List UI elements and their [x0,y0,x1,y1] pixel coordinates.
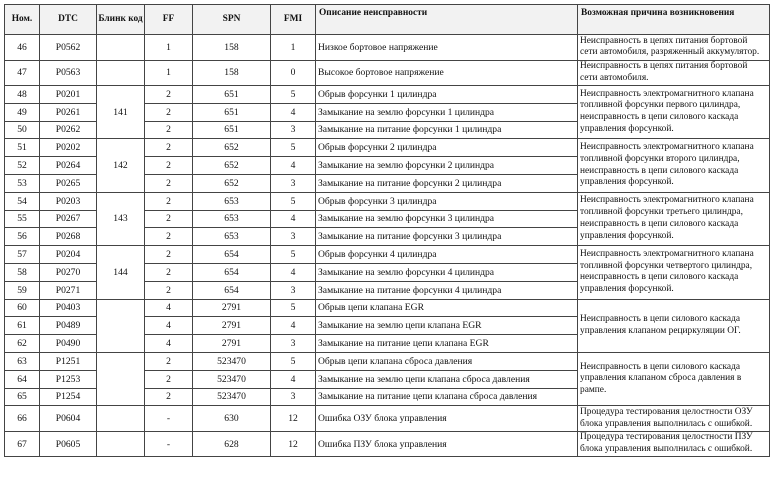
cell-num: 48 [5,86,40,104]
table-row [5,60,770,86]
cell-blink: 144 [97,246,145,299]
cell-fmi: 4 [271,317,316,335]
cell-num: 62 [5,335,40,353]
cell-spn: 158 [193,60,271,86]
cell-spn: 523470 [193,370,271,388]
cell-description: Обрыв форсунки 1 цилиндра [316,86,578,104]
cell-description: Замыкание на землю форсунки 2 цилиндра [316,157,578,175]
cell-spn: 651 [193,103,271,121]
cell-ff: 4 [145,335,193,353]
cell-num: 53 [5,174,40,192]
table-row [5,352,770,370]
cell-description: Ошибка ПЗУ блока управления [316,431,578,457]
cell-dtc: P0262 [40,121,97,139]
cell-fmi: 3 [271,228,316,246]
cell-spn: 158 [193,35,271,61]
cell-description: Ошибка ОЗУ блока управления [316,406,578,432]
cell-fmi: 5 [271,139,316,157]
cell-ff: 2 [145,388,193,406]
cell-blink [97,431,145,457]
cell-spn: 653 [193,192,271,210]
cell-cause: Неисправность в цепи силового каскада управления клапаном рециркуляции ОГ. [578,299,770,352]
cell-blink [97,35,145,61]
cell-num: 59 [5,281,40,299]
cell-num: 52 [5,157,40,175]
cell-dtc: P0489 [40,317,97,335]
cell-description: Замыкание на землю форсунки 1 цилиндра [316,103,578,121]
cell-spn: 2791 [193,299,271,317]
cell-fmi: 4 [271,370,316,388]
cell-ff: 4 [145,317,193,335]
cell-ff: 2 [145,246,193,264]
fault-code-table [4,4,770,457]
header-fmi: FMI [271,5,316,35]
header-dtc: DTC [40,5,97,35]
cell-spn: 652 [193,139,271,157]
cell-spn: 523470 [193,352,271,370]
cell-blink [97,406,145,432]
cell-fmi: 3 [271,388,316,406]
cell-fmi: 1 [271,35,316,61]
cell-fmi: 5 [271,246,316,264]
cell-num: 66 [5,406,40,432]
cell-spn: 653 [193,210,271,228]
cell-ff: 2 [145,121,193,139]
cell-num: 56 [5,228,40,246]
cell-blink: 141 [97,86,145,139]
cell-ff: - [145,431,193,457]
cell-description: Замыкание на землю цепи клапана EGR [316,317,578,335]
cell-cause: Неисправность электромагнитного клапана топливной форсунки первого цилиндра, неисправность в цепи силового каскада управления форсункой. [578,86,770,139]
cell-description: Замыкание на землю форсунки 3 цилиндра [316,210,578,228]
cell-dtc: P0605 [40,431,97,457]
header-num: Ном. [5,5,40,35]
cell-cause: Неисправность электромагнитного клапана топливной форсунки четвертого цилиндра, неисправность в цепи силового каскада управления форсункой. [578,246,770,299]
cell-ff: 2 [145,192,193,210]
cell-description: Замыкание на питание форсунки 4 цилиндра [316,281,578,299]
cell-dtc: P0203 [40,192,97,210]
cell-description: Замыкание на питание форсунки 2 цилиндра [316,174,578,192]
cell-fmi: 4 [271,210,316,228]
table-row [5,431,770,457]
table-row [5,139,770,157]
cell-cause: Неисправность в цепях питания бортовой сети автомобиля, разряженный аккумулятор. [578,35,770,61]
cell-num: 54 [5,192,40,210]
cell-ff: 2 [145,174,193,192]
cell-num: 46 [5,35,40,61]
cell-num: 60 [5,299,40,317]
cell-ff: 2 [145,352,193,370]
cell-cause: Неисправность в цепи силового каскада управления клапаном сброса давления в рампе. [578,352,770,405]
cell-spn: 652 [193,157,271,175]
cell-description: Замыкание на питание цепи клапана сброса давления [316,388,578,406]
cell-spn: 651 [193,86,271,104]
cell-dtc: P0403 [40,299,97,317]
cell-fmi: 4 [271,103,316,121]
cell-fmi: 4 [271,263,316,281]
cell-spn: 654 [193,246,271,264]
cell-cause: Процедура тестирования целостности ОЗУ блока управления выполнилась с ошибкой. [578,406,770,432]
cell-dtc: P1254 [40,388,97,406]
cell-spn: 2791 [193,317,271,335]
cell-num: 51 [5,139,40,157]
header-description: Описание неисправности [316,5,578,35]
cell-fmi: 5 [271,192,316,210]
cell-dtc: P0490 [40,335,97,353]
cell-num: 55 [5,210,40,228]
header-ff: FF [145,5,193,35]
cell-fmi: 4 [271,157,316,175]
cell-dtc: P0201 [40,86,97,104]
cell-ff: 2 [145,103,193,121]
cell-dtc: P0267 [40,210,97,228]
cell-description: Замыкание на питание цепи клапана EGR [316,335,578,353]
table-row [5,35,770,61]
table-row [5,246,770,264]
table-row [5,86,770,104]
cell-description: Низкое бортовое напряжение [316,35,578,61]
cell-dtc: P0265 [40,174,97,192]
cell-dtc: P1251 [40,352,97,370]
cell-description: Замыкание на землю форсунки 4 цилиндра [316,263,578,281]
cell-description: Обрыв форсунки 4 цилиндра [316,246,578,264]
cell-spn: 630 [193,406,271,432]
table-row [5,406,770,432]
header-row [5,5,770,35]
cell-description: Обрыв цепи клапана сброса давления [316,352,578,370]
cell-dtc: P0268 [40,228,97,246]
cell-num: 47 [5,60,40,86]
cell-dtc: P0562 [40,35,97,61]
cell-blink [97,60,145,86]
cell-num: 63 [5,352,40,370]
cell-fmi: 0 [271,60,316,86]
cell-cause: Процедура тестирования целостности ПЗУ блока управления выполнилась с ошибкой. [578,431,770,457]
cell-ff: 2 [145,210,193,228]
cell-num: 61 [5,317,40,335]
cell-fmi: 3 [271,335,316,353]
cell-dtc: P1253 [40,370,97,388]
cell-spn: 654 [193,263,271,281]
cell-dtc: P0271 [40,281,97,299]
cell-description: Обрыв цепи клапана EGR [316,299,578,317]
cell-blink [97,299,145,352]
cell-ff: 2 [145,157,193,175]
cell-cause: Неисправность в цепях питания бортовой сети автомобиля. [578,60,770,86]
cell-fmi: 3 [271,281,316,299]
cell-ff: 2 [145,370,193,388]
cell-cause: Неисправность электромагнитного клапана топливной форсунки второго цилиндра, неисправность в цепи силового каскада управления форсункой. [578,139,770,192]
cell-description: Высокое бортовое напряжение [316,60,578,86]
cell-dtc: P0563 [40,60,97,86]
cell-dtc: P0261 [40,103,97,121]
cell-ff: 2 [145,281,193,299]
cell-spn: 652 [193,174,271,192]
cell-ff: 4 [145,299,193,317]
cell-num: 57 [5,246,40,264]
header-cause: Возможная причина возникновения [578,5,770,35]
cell-blink [97,352,145,405]
cell-ff: - [145,406,193,432]
cell-spn: 2791 [193,335,271,353]
cell-ff: 1 [145,60,193,86]
cell-spn: 523470 [193,388,271,406]
cell-num: 50 [5,121,40,139]
cell-dtc: P0604 [40,406,97,432]
cell-dtc: P0270 [40,263,97,281]
cell-description: Замыкание на питание форсунки 3 цилиндра [316,228,578,246]
cell-num: 65 [5,388,40,406]
table-row [5,192,770,210]
cell-cause: Неисправность электромагнитного клапана топливной форсунки третьего цилиндра, неисправность в цепи силового каскада управления форсункой. [578,192,770,245]
cell-fmi: 12 [271,431,316,457]
cell-num: 58 [5,263,40,281]
cell-description: Обрыв форсунки 3 цилиндра [316,192,578,210]
cell-num: 49 [5,103,40,121]
cell-spn: 628 [193,431,271,457]
cell-num: 67 [5,431,40,457]
cell-ff: 2 [145,228,193,246]
cell-dtc: P0204 [40,246,97,264]
cell-ff: 1 [145,35,193,61]
table-row [5,299,770,317]
cell-description: Замыкание на землю цепи клапана сброса давления [316,370,578,388]
cell-description: Обрыв форсунки 2 цилиндра [316,139,578,157]
header-blink: Блинк код [97,5,145,35]
cell-fmi: 5 [271,352,316,370]
cell-fmi: 12 [271,406,316,432]
cell-blink: 142 [97,139,145,192]
cell-fmi: 5 [271,299,316,317]
cell-ff: 2 [145,263,193,281]
cell-spn: 653 [193,228,271,246]
cell-description: Замыкание на питание форсунки 1 цилиндра [316,121,578,139]
cell-blink: 143 [97,192,145,245]
cell-spn: 651 [193,121,271,139]
cell-fmi: 3 [271,174,316,192]
header-spn: SPN [193,5,271,35]
cell-fmi: 3 [271,121,316,139]
cell-dtc: P0264 [40,157,97,175]
cell-fmi: 5 [271,86,316,104]
cell-num: 64 [5,370,40,388]
cell-ff: 2 [145,86,193,104]
cell-spn: 654 [193,281,271,299]
cell-ff: 2 [145,139,193,157]
cell-dtc: P0202 [40,139,97,157]
